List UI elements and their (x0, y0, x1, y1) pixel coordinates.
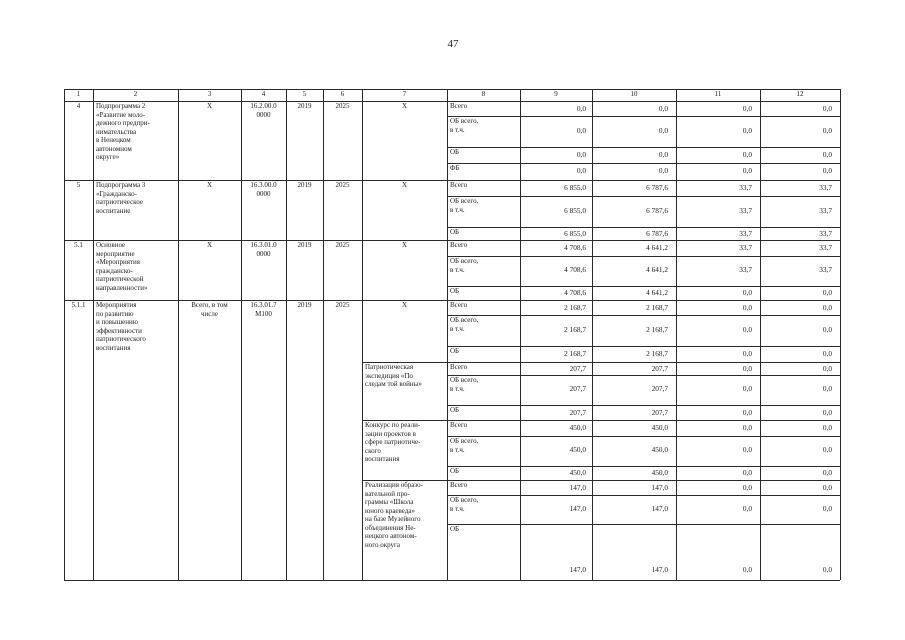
value-cell: 0,0 (822, 384, 832, 393)
value-cell: 6 787,6 (646, 229, 668, 238)
row-number: 4 (76, 102, 81, 110)
value-cell: 33,7 (739, 265, 752, 274)
value-cell: 0,0 (822, 408, 832, 417)
value-cell: 0,0 (742, 384, 752, 393)
value-cell: 6 855,0 (564, 229, 586, 238)
value-cell: 2 168,7 (646, 349, 668, 358)
program-name: Подпрограмма 2 «Развитие моло- дежного предпри- нимательства в Ненецком автономном округе» (96, 102, 150, 161)
funding-source-label: ОБ (450, 525, 460, 533)
value-cell: 0,0 (742, 503, 752, 513)
value-cell: 33,7 (819, 183, 832, 192)
budget-code: 16.3.00.0 0000 (250, 181, 277, 198)
start-year: 2019 (297, 102, 312, 110)
end-year: 2025 (335, 301, 350, 309)
value-cell: 0,0 (742, 445, 752, 454)
value-cell: 33,7 (739, 229, 752, 238)
end-year: 2025 (335, 241, 350, 249)
value-cell: 0,0 (742, 104, 752, 113)
value-cell: 0,0 (576, 125, 586, 135)
funding-source-label: Всего (450, 102, 468, 110)
value-cell: 0,0 (576, 104, 586, 113)
column-header: 10 (630, 90, 638, 98)
funding-source-label: Всего (450, 481, 468, 489)
column-header: 3 (207, 90, 212, 98)
value-cell: 33,7 (819, 205, 832, 215)
column-header: 7 (402, 90, 407, 98)
executor-cell: Х (206, 241, 213, 249)
budget-code: 16.3.01.7 М100 (250, 301, 277, 318)
value-cell: 0,0 (576, 166, 586, 175)
value-cell: 0,0 (742, 166, 752, 175)
value-cell: 147,0 (651, 503, 668, 513)
value-cell: 0,0 (742, 468, 752, 477)
value-cell: 0,0 (742, 324, 752, 334)
value-cell: 4 641,2 (646, 288, 668, 297)
start-year: 2019 (297, 181, 312, 189)
value-cell: 207,7 (569, 408, 586, 417)
executor-cell: Х (206, 102, 213, 110)
row-number: 5.1.1 (71, 301, 86, 309)
value-cell: 33,7 (819, 243, 832, 252)
value-cell: 2 168,7 (646, 324, 668, 334)
value-cell: 0,0 (822, 565, 832, 574)
funding-source-label: ОБ (450, 287, 460, 295)
value-cell: 6 855,0 (564, 183, 586, 192)
value-cell: 0,0 (822, 364, 832, 373)
funding-source-label: ОБ (450, 148, 460, 156)
event-name: Х (401, 241, 408, 249)
value-cell: 0,0 (658, 150, 668, 159)
value-cell: 0,0 (822, 483, 832, 492)
column-header: 11 (714, 90, 722, 98)
value-cell: 0,0 (742, 288, 752, 297)
value-cell: 147,0 (569, 483, 586, 492)
value-cell: 0,0 (742, 150, 752, 159)
funding-source-label: Всего (450, 421, 468, 429)
event-name: Х (401, 301, 408, 309)
budget-code: 16.3.01.0 0000 (250, 241, 277, 258)
column-header: 1 (76, 90, 81, 98)
row-number: 5 (76, 181, 81, 189)
funding-source-label: ОБ (450, 228, 460, 236)
executor-cell: Всего, в том числе (191, 301, 228, 318)
value-cell: 207,7 (651, 384, 668, 393)
funding-source-label: Всего (450, 301, 468, 309)
funding-source-label: Всего (450, 363, 468, 371)
value-cell: 207,7 (569, 364, 586, 373)
value-cell: 0,0 (576, 150, 586, 159)
value-cell: 4 641,2 (646, 265, 668, 274)
value-cell: 147,0 (651, 483, 668, 492)
funding-source-label: ФБ (450, 164, 460, 172)
table-rule (64, 89, 840, 90)
value-cell: 0,0 (742, 565, 752, 574)
value-cell: 33,7 (819, 229, 832, 238)
value-cell: 0,0 (742, 303, 752, 312)
event-name: Реализация образо- вательной про- граммы «Школа юного краеведа» на базе Музейного объединения Не- нецкого автоном- ного округа (365, 481, 423, 549)
value-cell: 0,0 (822, 423, 832, 432)
funding-source-label: Всего (450, 241, 468, 249)
column-header: 5 (302, 90, 307, 98)
funding-source-label: ОБ всего, в т.ч. (450, 197, 479, 214)
value-cell: 33,7 (739, 243, 752, 252)
value-cell: 0,0 (742, 483, 752, 492)
value-cell: 0,0 (822, 324, 832, 334)
value-cell: 147,0 (651, 565, 668, 574)
value-cell: 2 168,7 (564, 349, 586, 358)
value-cell: 0,0 (742, 364, 752, 373)
column-header: 2 (133, 90, 138, 98)
column-header: 6 (340, 90, 345, 98)
value-cell: 450,0 (651, 445, 668, 454)
column-header: 4 (261, 90, 266, 98)
value-cell: 450,0 (569, 468, 586, 477)
end-year: 2025 (335, 181, 350, 189)
value-cell: 450,0 (569, 445, 586, 454)
budget-code: 16.2.00.0 0000 (250, 102, 277, 119)
event-name: Конкурс по реали- зации проектов в сфере патриотиче- ского воспитания (365, 421, 421, 463)
table-rule (840, 89, 841, 580)
value-cell: 2 168,7 (564, 303, 586, 312)
value-cell: 207,7 (569, 384, 586, 393)
funding-source-label: ОБ всего, в т.ч. (450, 257, 479, 274)
value-cell: 0,0 (822, 349, 832, 358)
value-cell: 6 787,6 (646, 183, 668, 192)
funding-source-label: ОБ всего, в т.ч. (450, 496, 479, 513)
value-cell: 207,7 (651, 364, 668, 373)
value-cell: 0,0 (658, 125, 668, 135)
column-header: 12 (796, 90, 804, 98)
value-cell: 0,0 (822, 166, 832, 175)
table-rule (447, 580, 840, 581)
value-cell: 147,0 (569, 565, 586, 574)
value-cell: 4 708,6 (564, 288, 586, 297)
column-header: 8 (481, 90, 486, 98)
executor-cell: Х (206, 181, 213, 189)
funding-source-label: Всего (450, 181, 468, 189)
value-cell: 0,0 (822, 104, 832, 113)
value-cell: 0,0 (658, 104, 668, 113)
value-cell: 0,0 (822, 125, 832, 135)
funding-source-label: ОБ (450, 467, 460, 475)
start-year: 2019 (297, 301, 312, 309)
value-cell: 0,0 (742, 423, 752, 432)
value-cell: 0,0 (822, 150, 832, 159)
value-cell: 0,0 (742, 408, 752, 417)
funding-source-label: ОБ (450, 406, 460, 414)
column-header: 9 (554, 90, 558, 98)
value-cell: 2 168,7 (564, 324, 586, 334)
value-cell: 6 855,0 (564, 205, 586, 215)
program-name: Основное мероприятие «Мероприятия гражданско- патриотической направленности» (96, 241, 148, 292)
value-cell: 6 787,6 (646, 205, 668, 215)
value-cell: 0,0 (822, 445, 832, 454)
event-name: Х (401, 181, 408, 189)
funding-source-label: ОБ всего, в т.ч. (450, 316, 479, 333)
value-cell: 0,0 (742, 125, 752, 135)
value-cell: 33,7 (739, 205, 752, 215)
funding-source-label: ОБ (450, 347, 460, 355)
value-cell: 33,7 (739, 183, 752, 192)
value-cell: 2 168,7 (646, 303, 668, 312)
start-year: 2019 (297, 241, 312, 249)
program-name: Подпрограмма 3 «Гражданско- патриотическое воспитание (96, 181, 146, 215)
event-name: Патриотическая экспедиция «По следам той войны» (365, 363, 422, 388)
page-number: 47 (447, 38, 459, 50)
value-cell: 4 708,6 (564, 265, 586, 274)
value-cell: 0,0 (822, 288, 832, 297)
value-cell: 450,0 (651, 468, 668, 477)
funding-source-label: ОБ всего, в т.ч. (450, 376, 479, 393)
value-cell: 450,0 (651, 423, 668, 432)
value-cell: 33,7 (819, 265, 832, 274)
funding-source-label: ОБ всего, в т.ч. (450, 437, 479, 454)
value-cell: 0,0 (822, 503, 832, 513)
value-cell: 4 641,2 (646, 243, 668, 252)
value-cell: 207,7 (651, 408, 668, 417)
funding-source-label: ОБ всего, в т.ч. (450, 117, 479, 134)
value-cell: 0,0 (658, 166, 668, 175)
value-cell: 147,0 (569, 503, 586, 513)
end-year: 2025 (335, 102, 350, 110)
row-number: 5.1 (74, 241, 83, 249)
value-cell: 4 708,6 (564, 243, 586, 252)
program-name: Мероприятия по развитию и повышению эффективности патриотического воспитания (96, 301, 146, 352)
value-cell: 0,0 (742, 349, 752, 358)
value-cell: 450,0 (569, 423, 586, 432)
value-cell: 0,0 (822, 303, 832, 312)
value-cell: 0,0 (822, 468, 832, 477)
event-name: Х (401, 102, 408, 110)
